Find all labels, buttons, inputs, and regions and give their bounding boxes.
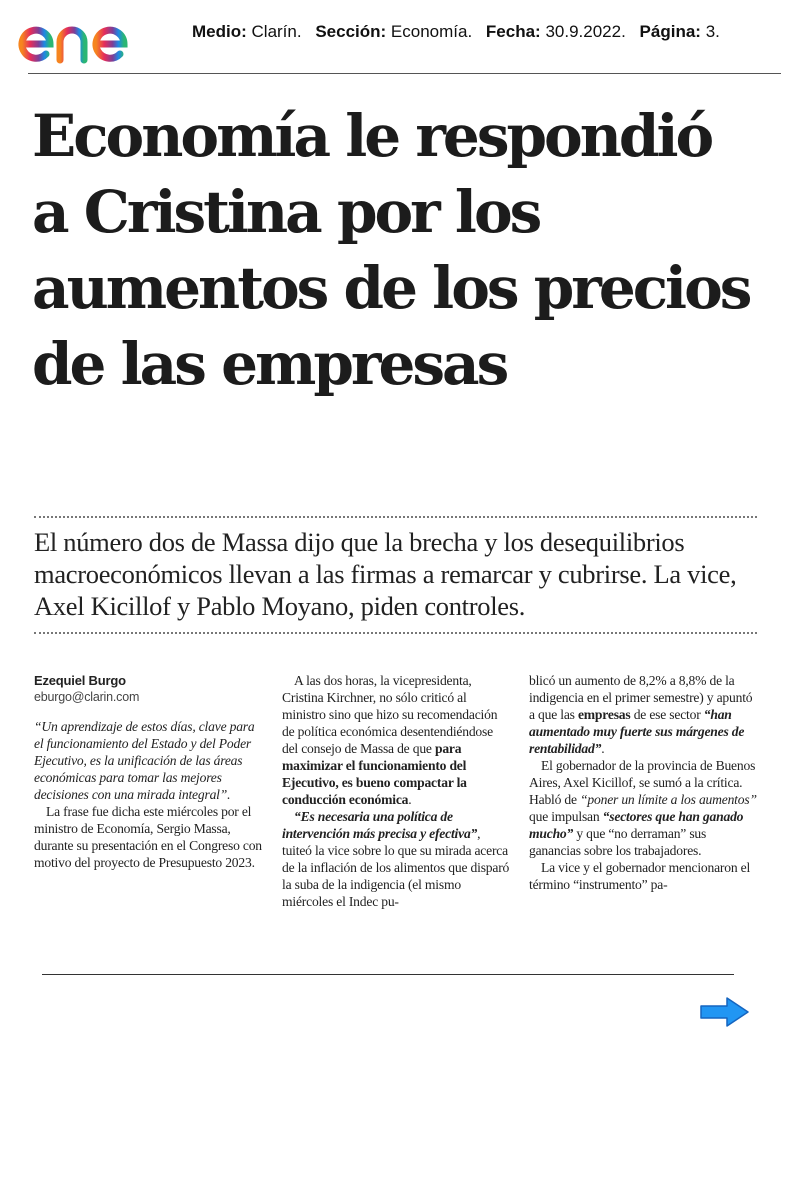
bold-quote: “sectores que han ganado mucho” (529, 809, 744, 841)
italic-quote: “poner un límite a los aumentos” (580, 792, 757, 807)
paragraph (282, 672, 510, 808)
footer-divider (42, 974, 734, 975)
paragraph (529, 672, 757, 757)
bold-text: empresas (577, 707, 631, 722)
bold-quote: “Es necesaria una política de intervención más precisa y efectiva” (282, 809, 478, 841)
enel-logo-mark (16, 8, 168, 66)
arrow-right-icon (700, 996, 750, 1028)
enel-logo (16, 8, 168, 66)
clipping-meta (192, 22, 720, 42)
dek-top-divider (34, 516, 757, 518)
article-column-2 (282, 672, 510, 910)
seccion-value: Economía. (390, 22, 473, 41)
article-column-3 (529, 672, 757, 893)
text-run: . (408, 792, 412, 807)
author-name: Ezequiel Burgo (34, 673, 126, 688)
text-run: , tuiteó la vice sobre lo que su mirada acerca de la inflación de los alimentos que disparó la suba de la indigencia (el mismo miércoles el Indec pu- (282, 826, 510, 909)
article-dek: El número dos de Massa dijo que la brecha y los desequilibrios macroeconómicos llevan a las firmas a remarcar y cubrirse. La vice, Axel Kicillof y Pablo Moyano, piden controles. (34, 527, 737, 621)
text-run: que impulsan (529, 809, 603, 824)
paragraph: La vice y el gobernador mencionaron el término “instrumento” pa- (529, 860, 751, 892)
text-run: de ese sector (630, 707, 704, 722)
fecha-value: 30.9.2022. (545, 22, 626, 41)
author-email: eburgo@clarin.com (34, 690, 140, 704)
dek-bottom-divider (34, 632, 757, 634)
opening-quote: “Un aprendizaje de estos días, clave para el funcionamiento del Estado y del Poder Ejecutivo, es la unificación de las áreas económicas para tomar las mejores decisiones con una mirada integral”. (34, 719, 255, 802)
paragraph (529, 757, 757, 859)
paragraph: La frase fue dicha este miércoles por el ministro de Economía, Sergio Massa, durante su presentación en el Congreso con motivo del proyecto de Presupuesto 2023. (34, 804, 262, 870)
pagina-value: 3. (705, 22, 720, 41)
next-page-button[interactable] (700, 996, 750, 1028)
medio-value: Clarín. (251, 22, 302, 41)
header-divider (28, 73, 781, 74)
paragraph (282, 808, 510, 910)
text-run: . (601, 741, 605, 756)
seccion-label: Sección: (315, 22, 387, 41)
text-run: y que “no derraman” sus ganancias sobre los trabajadores. (529, 826, 707, 858)
text-run: blicó un aumento de 8,2% a 8,8% de la indigencia en el primer semestre) y apuntó a que las (529, 673, 753, 722)
bold-text: para maximizar el funcionamiento del Ejecutivo, es bueno compactar la conducción económica (282, 741, 467, 807)
text-run: A las dos horas, la vicepresidenta, Cristina Kirchner, no sólo criticó al ministro sino que hizo su recomendación de política económica desentendiéndose del consejo de Massa de que (282, 673, 498, 756)
article-headline: Economía le respondió a Cristina por los aumentos de los precios de las empresas (32, 102, 750, 398)
medio-label: Medio: (192, 22, 247, 41)
article-column-1 (34, 672, 262, 871)
pagina-label: Página: (639, 22, 701, 41)
text-run: El gobernador de la provincia de Buenos Aires, Axel Kicillof, se sumó a la crítica. Habló de (529, 758, 756, 807)
fecha-label: Fecha: (485, 22, 541, 41)
bold-quote: “han aumentado muy fuerte sus márgenes de rentabilidad” (529, 707, 745, 756)
